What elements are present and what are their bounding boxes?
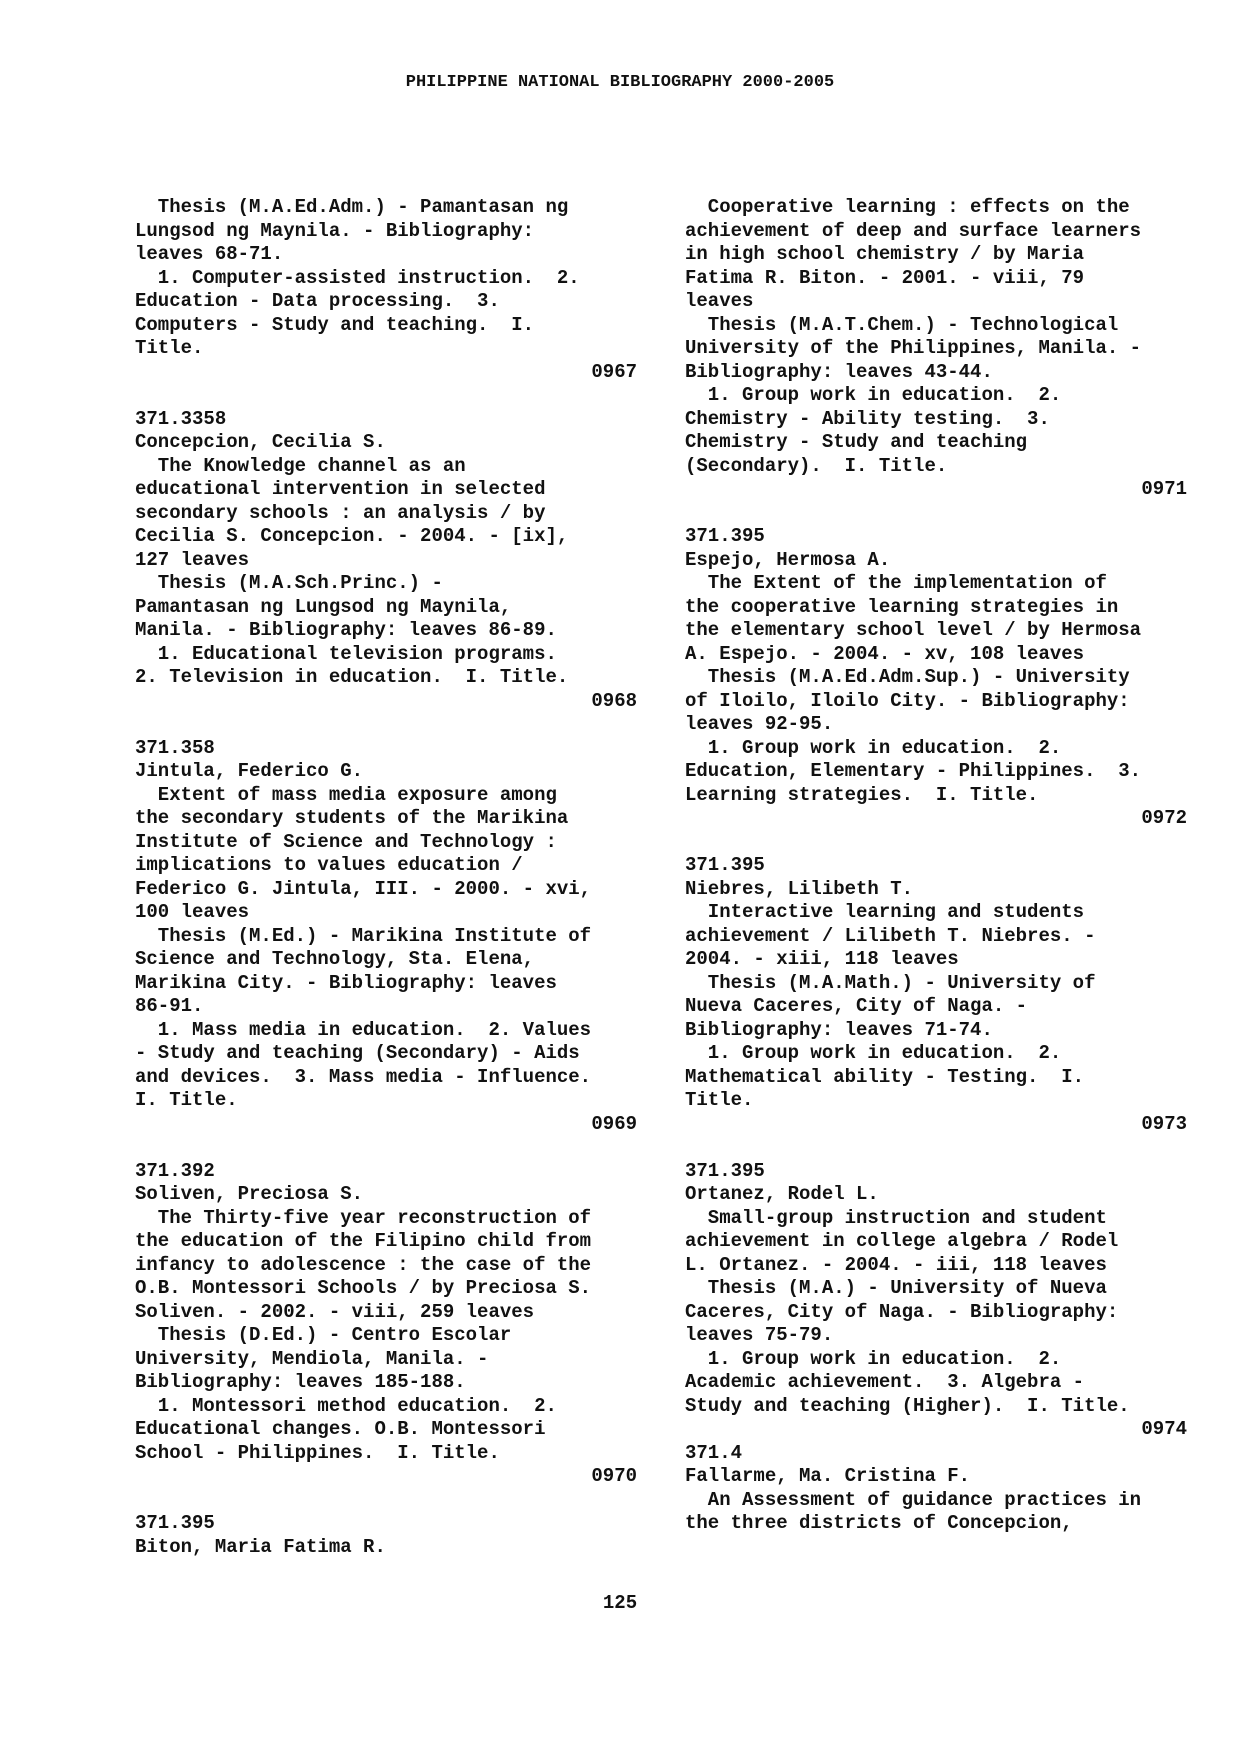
entry-number: 0973 [1141, 1112, 1187, 1135]
entry-number: 0972 [1141, 807, 1187, 829]
entry-line: Espejo, Hermosa A. [685, 548, 891, 571]
bibliography-entry [135, 1512, 655, 1559]
entry-line: 371.392 [135, 1159, 215, 1182]
entry-line: University, Mendiola, Manila. - [135, 1347, 489, 1370]
entry-line: in high school chemistry / by Maria [685, 243, 1085, 265]
entry-line: leaves 75-79. [685, 1324, 834, 1346]
entry-line: Interactive learning and students [685, 901, 1085, 923]
entry-line: Learning strategies. I. Title. [685, 783, 1039, 806]
entry-line: Mathematical ability - Testing. I. [685, 1065, 1085, 1088]
entry-line: the three districts of Concepcion, [685, 1512, 1073, 1534]
entry-line: Computers - Study and teaching. I. [135, 313, 535, 336]
entry-line: 86-91. [135, 995, 204, 1017]
entry-line: Chemistry - Study and teaching [685, 431, 1028, 453]
entry-line: 371.395 [685, 525, 765, 547]
right-column [685, 196, 1205, 1536]
entry-line: Education, Elementary - Philippines. 3. [685, 760, 1142, 782]
entry-line: Study and teaching (Higher). I. Title. [685, 1394, 1130, 1417]
entry-line: Education - Data processing. 3. [135, 290, 500, 312]
entry-line: 1. Mass media in education. 2. Values [135, 1018, 592, 1041]
entry-line: Biton, Maria Fatima R. [135, 1535, 386, 1558]
entry-line: Academic achievement. 3. Algebra - [685, 1371, 1085, 1393]
entry-line: 371.4 [685, 1441, 743, 1464]
entry-line: The Thirty-five year reconstruction of [135, 1206, 592, 1229]
entry-line: 127 leaves [135, 548, 250, 571]
entry-line: A. Espejo. - 2004. - xv, 108 leaves [685, 642, 1085, 665]
entry-line: 371.358 [135, 736, 215, 759]
entry-line: 371.395 [685, 854, 765, 876]
entry-line: Soliven, Preciosa S. [135, 1183, 364, 1205]
bibliography-entry [685, 1442, 1205, 1536]
entry-line: Pamantasan ng Lungsod ng Maynila, [135, 595, 512, 618]
entry-line: Title. [685, 1089, 754, 1111]
entry-line: implications to values education / [135, 854, 523, 876]
entry-line: University of the Philippines, Manila. - [685, 337, 1142, 359]
entry-line: secondary schools : an analysis / by [135, 501, 546, 524]
entry-line: Marikina City. - Bibliography: leaves [135, 971, 557, 994]
entry-number: 0969 [591, 1112, 637, 1135]
entry-line: 371.395 [685, 1159, 765, 1182]
entry-line: 100 leaves [135, 901, 250, 923]
entry-line: Chemistry - Ability testing. 3. [685, 407, 1050, 430]
entry-line: 1. Computer-assisted instruction. 2. [135, 266, 580, 289]
entry-line: 1. Group work in education. 2. [685, 1347, 1062, 1370]
entry-line: Thesis (M.A.Math.) - University of [685, 971, 1096, 994]
entry-line: Bibliography: leaves 43-44. [685, 360, 993, 383]
entry-gap [685, 831, 1205, 855]
entry-line: the secondary students of the Marikina [135, 807, 569, 829]
entry-line: Fallarme, Ma. Cristina F. [685, 1465, 971, 1487]
entry-line: Soliven. - 2002. - viii, 259 leaves [135, 1300, 535, 1323]
entry-line: Cooperative learning : effects on the [685, 196, 1130, 218]
entry-line: Manila. - Bibliography: leaves 86-89. [135, 619, 557, 641]
entry-number: 0968 [591, 689, 637, 712]
entry-line: Nueva Caceres, City of Naga. - [685, 995, 1028, 1017]
entry-line: Small-group instruction and student [685, 1206, 1107, 1229]
entry-line: Niebres, Lilibeth T. [685, 877, 914, 900]
entry-line: 2004. - xiii, 118 leaves [685, 948, 959, 970]
entry-line: 371.3358 [135, 407, 227, 430]
entry-line: 2. Television in education. I. Title. [135, 666, 569, 688]
entry-line: O.B. Montessori Schools / by Preciosa S. [135, 1277, 592, 1299]
entry-line: leaves 68-71. [135, 243, 284, 265]
entry-line: Educational changes. O.B. Montessori [135, 1418, 546, 1440]
bibliography-entry [685, 525, 1205, 831]
entry-line: and devices. 3. Mass media - Influence. [135, 1065, 592, 1088]
entry-line: the elementary school level / by Hermosa [685, 619, 1142, 641]
entry-number: 0971 [1141, 478, 1187, 500]
entry-line: 1. Group work in education. 2. [685, 1042, 1062, 1064]
entry-line: Thesis (D.Ed.) - Centro Escolar [135, 1324, 512, 1346]
entry-number: 0967 [591, 360, 637, 383]
entry-line: 1. Educational television programs. [135, 642, 557, 665]
entry-gap [135, 1489, 655, 1513]
entry-line: Science and Technology, Sta. Elena, [135, 948, 535, 970]
bibliography-entry [135, 737, 655, 1137]
entry-line: the education of the Filipino child from [135, 1230, 592, 1252]
entry-line: Lungsod ng Maynila. - Bibliography: [135, 219, 535, 242]
entry-number: 0970 [591, 1465, 637, 1487]
entry-line: Thesis (M.A.Ed.Adm.Sup.) - University [685, 666, 1130, 688]
entry-line: leaves [685, 290, 754, 312]
entry-line: Concepcion, Cecilia S. [135, 431, 386, 453]
entry-line: I. Title. [135, 1089, 238, 1111]
entry-line: achievement in college algebra / Rodel [685, 1230, 1119, 1252]
entry-line: 371.395 [135, 1512, 215, 1534]
entry-line: Federico G. Jintula, III. - 2000. - xvi, [135, 877, 592, 900]
entry-line: infancy to adolescence : the case of the [135, 1253, 592, 1276]
entry-gap [135, 713, 655, 737]
entry-line: Extent of mass media exposure among [135, 783, 557, 806]
bibliography-entry [685, 196, 1205, 502]
entry-number: 0974 [1141, 1418, 1187, 1440]
entry-line: L. Ortanez. - 2004. - iii, 118 leaves [685, 1253, 1107, 1276]
entry-line: 1. Group work in education. 2. [685, 384, 1062, 406]
bibliography-entry [135, 1160, 655, 1489]
entry-line: Fatima R. Biton. - 2001. - viii, 79 [685, 266, 1085, 289]
entry-line: leaves 92-95. [685, 713, 834, 735]
entry-line: the cooperative learning strategies in [685, 595, 1119, 618]
entry-line: Jintula, Federico G. [135, 760, 364, 782]
entry-line: Thesis (M.A.Sch.Princ.) - [135, 572, 443, 594]
entry-gap [685, 502, 1205, 526]
entry-line: Institute of Science and Technology : [135, 830, 557, 853]
entry-line: The Extent of the implementation of [685, 572, 1107, 594]
bibliography-entry [685, 854, 1205, 1136]
entry-gap [135, 384, 655, 408]
page-number: 125 [602, 1592, 638, 1614]
entry-line: Caceres, City of Naga. - Bibliography: [685, 1300, 1119, 1323]
entry-line: achievement of deep and surface learners [685, 219, 1142, 242]
entry-line: 1. Montessori method education. 2. [135, 1394, 557, 1417]
entry-line: Thesis (M.Ed.) - Marikina Institute of [135, 924, 592, 947]
entry-line: Ortanez, Rodel L. [685, 1183, 879, 1205]
running-header: PHILIPPINE NATIONAL BIBLIOGRAPHY 2000-2005 [405, 73, 835, 92]
entry-line: An Assessment of guidance practices in [685, 1488, 1142, 1511]
entry-line: (Secondary). I. Title. [685, 454, 948, 477]
entry-line: Thesis (M.A.T.Chem.) - Technological [685, 313, 1119, 336]
entry-line: School - Philippines. I. Title. [135, 1441, 500, 1464]
entry-gap [685, 1136, 1205, 1160]
entry-line: Bibliography: leaves 185-188. [135, 1371, 466, 1393]
bibliography-entry [135, 196, 655, 384]
entry-line: of Iloilo, Iloilo City. - Bibliography: [685, 689, 1130, 712]
entry-line: Title. [135, 337, 204, 359]
entry-line: The Knowledge channel as an [135, 454, 466, 477]
bibliography-entry [135, 408, 655, 714]
entry-line: educational intervention in selected [135, 478, 546, 500]
entry-line: achievement / Lilibeth T. Niebres. - [685, 924, 1096, 947]
bibliography-entry [685, 1160, 1205, 1442]
entry-line: - Study and teaching (Secondary) - Aids [135, 1042, 580, 1064]
entry-gap [135, 1136, 655, 1160]
entry-line: Thesis (M.A.) - University of Nueva [685, 1277, 1107, 1299]
entry-line: Thesis (M.A.Ed.Adm.) - Pamantasan ng [135, 196, 569, 218]
entry-line: Bibliography: leaves 71-74. [685, 1018, 993, 1041]
entry-line: Cecilia S. Concepcion. - 2004. - [ix], [135, 525, 569, 547]
entry-line: 1. Group work in education. 2. [685, 736, 1062, 759]
left-column [135, 196, 655, 1559]
